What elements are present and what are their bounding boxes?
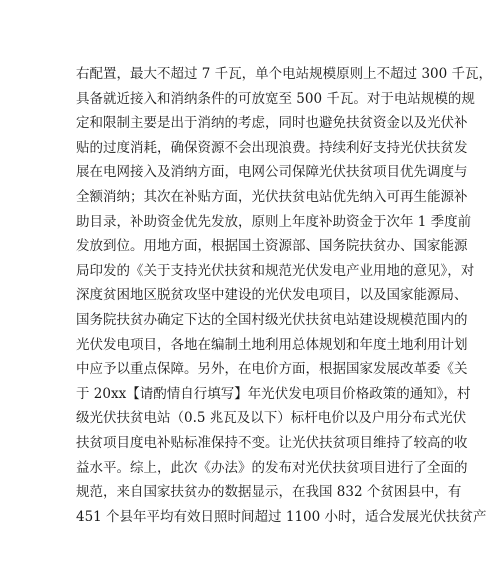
text-line: 发放到位。用地方面，根据国土资源部、国务院扶贫办、国家能源 [76,238,468,255]
text-line: 于 20xx【请酌情自行填写】年光伏发电项目价格政策的通知》，村 [76,385,471,402]
text-line: 中应予以重点保障。另外，在电价方面，根据国家发展改革委《关 [76,361,468,378]
text-line: 扶贫项目度电补贴标准保持不变。让光伏扶贫项目维持了较高的收 [76,434,468,451]
text-line: 定和限制主要是出于消纳的考虑，同时也避免扶贫资金以及光伏补 [76,115,468,132]
text-line: 益水平。综上，此次《办法》的发布对光伏扶贫项目进行了全面的 [76,459,468,476]
text-line: 深度贫困地区脱贫攻坚中建设的光伏发电项目，以及国家能源局、 [76,287,468,304]
text-line: 局印发的《关于支持光伏扶贫和规范光伏发电产业用地的意见》，对 [76,262,475,279]
body-text [76,62,493,529]
text-line: 具备就近接入和消纳条件的可放宽至 500 千瓦。对于电站规模的规 [76,90,475,107]
text-line: 451 个县年平均有效日照时间超过 1100 小时，适合发展光伏扶贫产 [76,508,487,525]
text-line: 展在电网接入及消纳方面，电网公司保障光伏扶贫项目优先调度与 [76,164,468,181]
text-line: 规范，来自国家扶贫办的数据显示，在我国 832 个贫困县中，有 [76,484,462,501]
text-line: 全额消纳；其次在补贴方面，光伏扶贫电站优先纳入可再生能源补 [76,188,468,205]
text-line: 右配置，最大不超过 7 千瓦，单个电站规模原则上不超过 300 千瓦， [76,66,493,82]
text-line: 国务院扶贫办确定下达的全国村级光伏扶贫电站建设规模范围内的 [76,311,468,328]
text-line: 光伏发电项目，各地在编制土地利用总体规划和年度土地利用计划 [76,336,468,353]
text-line: 级光伏扶贫电站（0.5 兆瓦及以下）标杆电价以及户用分布式光伏 [76,410,467,427]
text-line: 助目录，补助资金优先发放，原则上年度补助资金于次年 1 季度前 [76,213,472,230]
text-line: 贴的过度消耗，确保资源不会出现浪费。持续利好支持光伏扶贫发 [76,139,468,156]
